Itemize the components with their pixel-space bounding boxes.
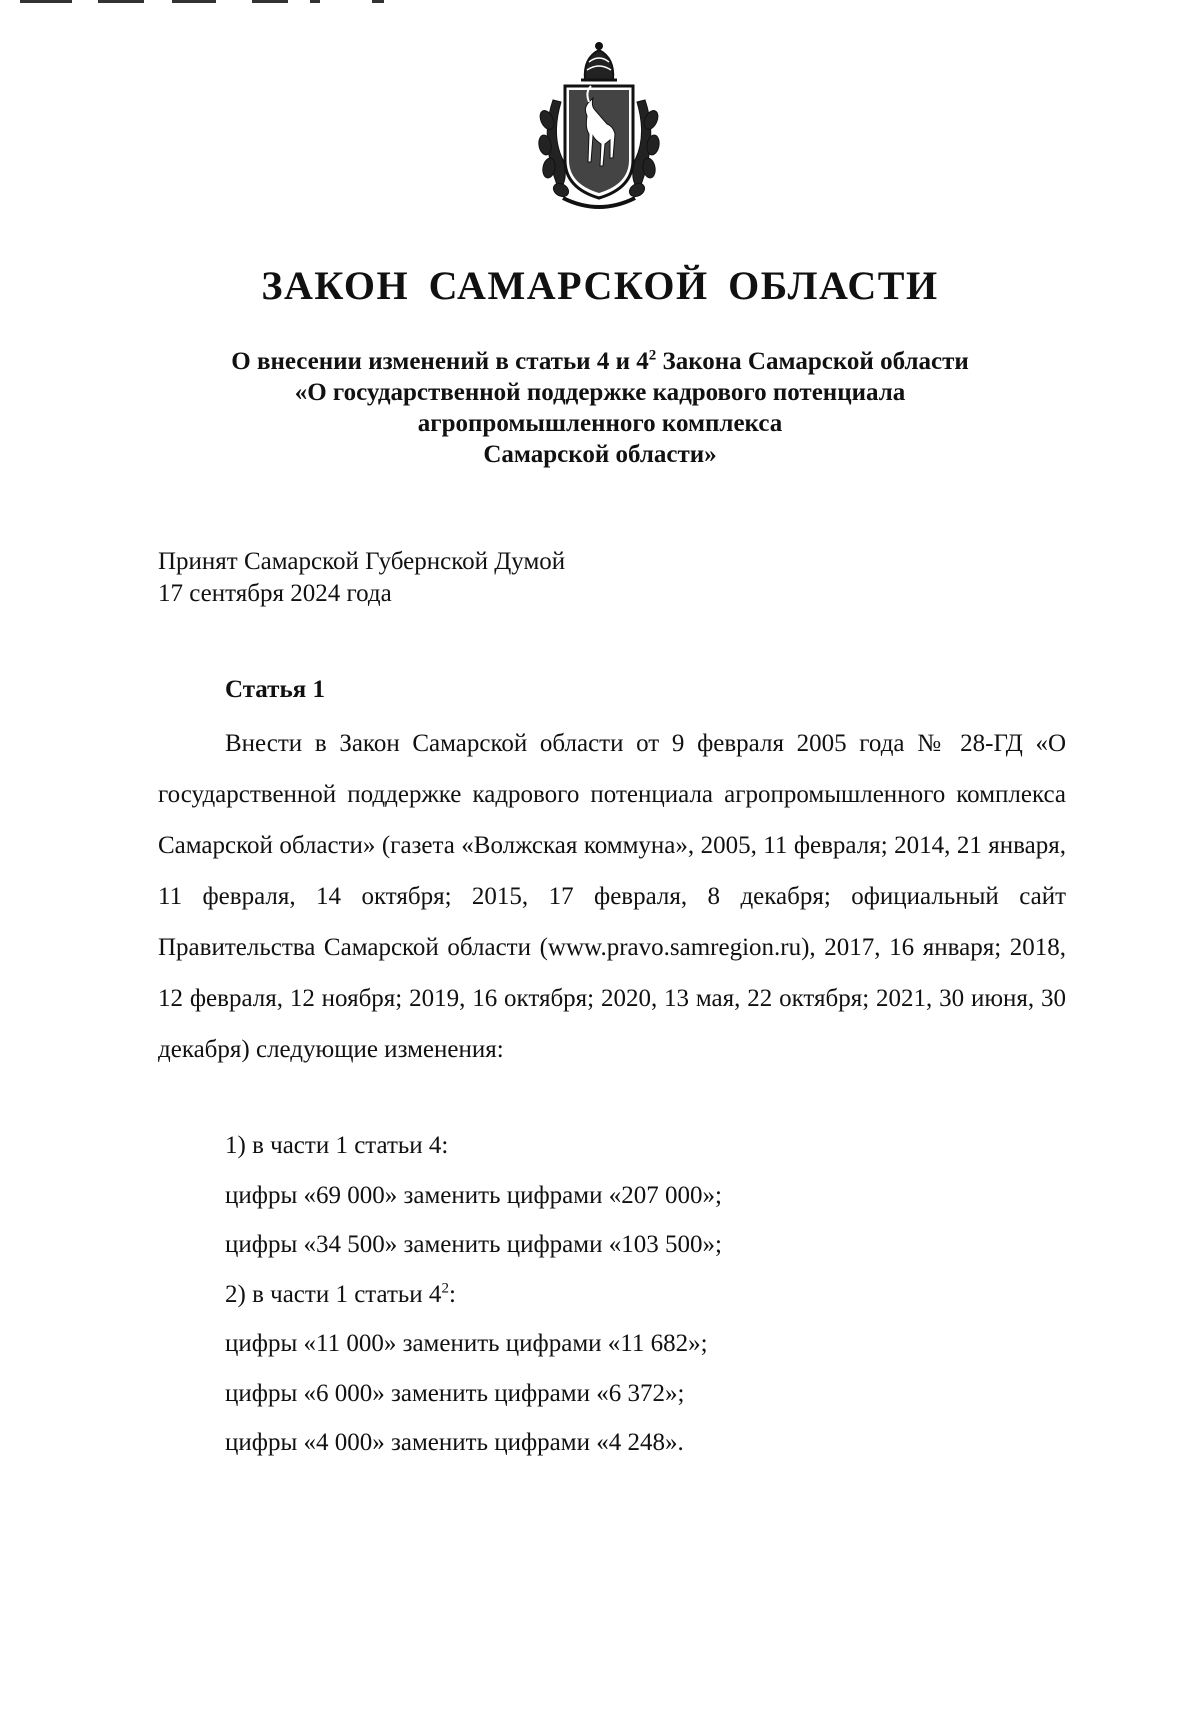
list-item: цифры «4 000» заменить цифрами «4 248». [225, 1429, 684, 1456]
article-paragraph: Внести в Закон Самарской области от 9 февраля 2005 года № 28-ГД «О государственной поддержке кадрового потенциала агропромышленного комплекса Самарской области» (газета «Волжская коммуна», 2005, 11 февраля; 2014, 21 января, 11 февраля, 14 октября; 2015, 17 февраля, 8 декабря; официальный сайт Правительства Самарской области (www.pravo.samregion.ru), 2017, 16 января; 2018, 12 февраля, 12 ноября; 2019, 16 октября; 2020, 13 мая, 22 октября; 2021, 30 июня, 30 декабря) следующие изменения: [158, 730, 1066, 1063]
subtitle-line-3: агропромышленного комплекса [417, 410, 783, 437]
article-heading: Статья 1 [225, 676, 325, 703]
list-item: цифры «34 500» заменить цифрами «103 500»; [225, 1231, 722, 1258]
law-title: ЗАКОН САМАРСКОЙ ОБЛАСТИ [261, 263, 939, 308]
list-item: 2) в части 1 статьи $4^2$: [225, 1280, 456, 1308]
law-subtitle [0, 346, 1200, 470]
amendment-list [225, 1121, 722, 1468]
list-item: цифры «6 000» заменить цифрами «6 372»; [225, 1379, 685, 1407]
list-item: цифры «11 000» заменить цифрами «11 682»; [225, 1330, 708, 1357]
adoption-info [158, 546, 565, 610]
list-item: цифры «69 000» заменить цифрами «207 000»; [225, 1181, 722, 1209]
subtitle-line-2: «О государственной поддержке кадрового потенциала [294, 379, 906, 406]
subtitle-line-1: О внесении изменений в статьи 4 и $4^2$ Закона Самарской области [231, 347, 969, 375]
scan-edge-marks [20, 0, 400, 4]
samara-coat-of-arms-icon [533, 40, 665, 215]
subtitle-line-4: Самарской области» [483, 441, 717, 468]
adoption-date: 17 сентября 2024 года [158, 580, 392, 607]
adoption-body: Принят Самарской Губернской Думой [158, 548, 566, 575]
list-item: 1) в части 1 статьи 4: [225, 1132, 449, 1159]
